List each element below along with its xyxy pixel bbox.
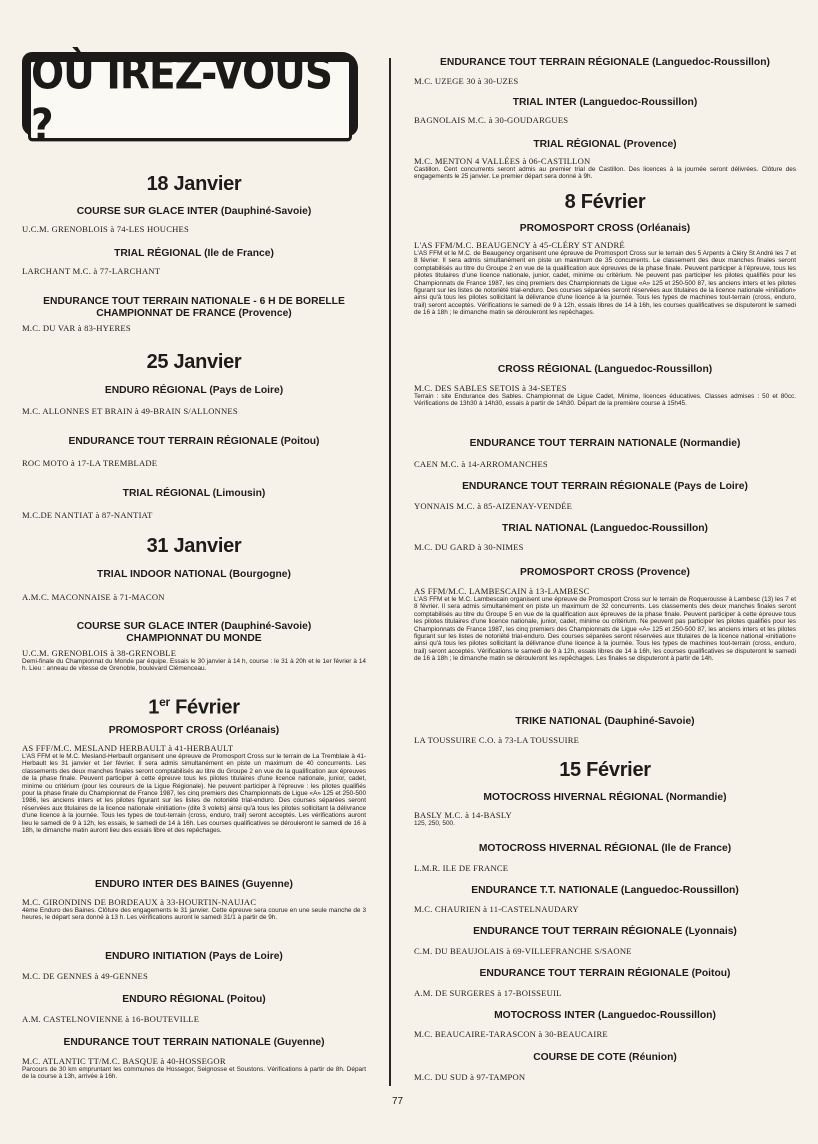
club-text: L.M.R. ILE DE FRANCE (414, 863, 509, 873)
club-text: U.C.M. GRENOBLOIS à 74-LES HOUCHES (22, 224, 189, 234)
event (22, 206, 366, 218)
club-text: M.C. BEAUCAIRE-TARASCON à 30-BEAUCAIRE (414, 1029, 608, 1039)
event-title: ENDURANCE TOUT TERRAIN RÉGIONALE (Poitou) (479, 968, 731, 979)
event-title: ENDURANCE TOUT TERRAIN RÉGIONALE (Pays de Loire) (462, 481, 748, 492)
event-title: MOTOCROSS HIVERNAL RÉGIONAL (Ile de France) (478, 843, 732, 854)
event-title: COURSE SUR GLACE INTER (Dauphiné-Savoie) (76, 621, 312, 632)
event-title: CROSS RÉGIONAL (Languedoc-Roussillon) (497, 364, 713, 375)
club-text: M.C. DES SABLES SETOIS à 34-SETES (414, 383, 567, 393)
event-title: ENDURO INTER DES BAINES (Guyenne) (95, 879, 293, 890)
event-title: ENDURANCE TOUT TERRAIN RÉGIONALE (Poitou) (68, 436, 320, 447)
event-title: TRIAL RÉGIONAL (Limousin) (122, 488, 266, 499)
club-text: M.C. GIRONDINS DE BORDEAUX à 33-HOURTIN-NAUJAC (22, 897, 257, 907)
event-description: 4ème Enduro des Baines. Clôture des engagements le 31 janvier. Cette épreuve sera courue en une seule manche de 3 heures, le départ sera donné à 13 h. Les vérifications auront le samedi 31/1 à partir de 9h. (22, 907, 366, 922)
date-text: 18 Janvier (146, 173, 242, 195)
event-title: ENDURANCE TOUT TERRAIN NATIONALE - 6 H DE BORELLE (43, 296, 345, 307)
club-text: M.C. DE GENNES à 49-GENNES (22, 971, 148, 981)
event-title: ENDURANCE TOUT TERRAIN NATIONALE (Guyenne) (63, 1037, 325, 1048)
event-description: Terrain : site Endurance des Sables. Championnat de Ligue Cadet, Minime, licences éducatives. Classes admises : 50 et 80cc. Vérifications de 13h30 à 14h30, essais à partir de 14h30. Départ de la première course à 15h45. (414, 393, 796, 408)
club-text: M.C. DU VAR à 83-HYERES (22, 323, 131, 333)
club-text: LA TOUSSUIRE C.O. à 73-LA TOUSSUIRE (414, 735, 580, 745)
date-heading (22, 172, 366, 196)
event-title: ENDURANCE TOUT TERRAIN RÉGIONALE (Lyonnais) (473, 926, 737, 937)
club-text: M.C.DE NANTIAT à 87-NANTIAT (22, 510, 153, 520)
event-title-line2: CHAMPIONNAT DU MONDE (126, 633, 262, 644)
event-title: TRIAL NATIONAL (Languedoc-Roussillon) (502, 523, 708, 534)
club-text: M.C. DU GARD à 30-NIMES (414, 542, 524, 552)
event-title: TRIAL INDOOR NATIONAL (Bourgogne) (97, 569, 291, 580)
event-title: PROMOSPORT CROSS (Provence) (520, 567, 690, 578)
column-divider (389, 58, 391, 1086)
event-title: TRIAL INTER (Languedoc-Roussillon) (512, 97, 698, 108)
club-text: C.M. DU BEAUJOLAIS à 69-VILLEFRANCHE S/SAONE (414, 946, 632, 956)
event-title: ENDURANCE TOUT TERRAIN NATIONALE (Normandie) (469, 438, 741, 449)
club-text: LARCHANT M.C. à 77-LARCHANT (22, 266, 161, 276)
club-text: BAGNOLAIS M.C. à 30-GOUDARGUES (414, 115, 569, 125)
event-title: ENDURO INITIATION (Pays de Loire) (105, 951, 283, 962)
event-title: MOTOCROSS HIVERNAL RÉGIONAL (Normandie) (483, 792, 727, 803)
event-title: ENDURO RÉGIONAL (Poitou) (122, 994, 266, 1005)
event-description: L'AS FFM et le M.C. de Beaugency organisent une épreuve de Promosport Cross sur le terrain des 5 Arpents à Cléry St André les 7 et 8 février. Il sera admis simultanément en piste un maximum de 35 concurrents. Le classement des deux manches finales seront comptabilisés au titre du Groupe 2 en vue de la qualification aux épreuves de la phase finale. Peuvent participer à l'épreuve, tous les pilotes titulaires d'une licence nationale, junior, cadet, minime ou critérium. Ne peuvent pas participer les pilotes qualifiés pour les Championnats de France 1987, les cinq premiers des Championnats de Ligue «A» 125 et 250-500 87, les anciens inters et les pilotes figurant sur les listes de notoriété trial-enduro. Des courses séparées seront réservées aux titulaires de la licence nationale «initiation» ainsi qu'à tous les pilotes sollicitant la délivrance d'une licence à la journée. Tous les types de machines tout-terrain (cross, enduro, trail) seront acceptés. Vérifications le samedi de 9 à 12h, essais libres de 14 à 16h, les courses qualificatives se disputeront le samedi de 16 à 18h ; le dimanche matin se dérouleront les repêchages. (414, 250, 796, 317)
event-description: Castillon. Cent concurrents seront admis au premier trial de Castillon. Des licences à la journée seront délivrées. Clôture des engagements le 25 janvier. Le premier départ sera donné à 9h. (414, 166, 796, 181)
event-title: COURSE DE COTE (Réunion) (533, 1052, 677, 1063)
club-text: CAEN M.C. à 14-ARROMANCHES (414, 459, 548, 469)
event-description: 125, 250, 500. (414, 820, 455, 827)
date-heading: 31 Janvier (146, 535, 242, 557)
event-title: ENDURO RÉGIONAL (Pays de Loire) (104, 385, 284, 396)
club-text: L'AS FFM/M.C. BEAUGENCY à 45-CLÉRY ST ANDRÉ (414, 240, 625, 250)
banner-title: OÙ IREZ-VOUS ? (28, 59, 352, 142)
event-title: MOTOCROSS INTER (Languedoc-Roussillon) (494, 1010, 716, 1021)
event-title: PROMOSPORT CROSS (Orléanais) (108, 725, 280, 736)
event-title: PROMOSPORT CROSS (Orléanais) (519, 223, 691, 234)
club-text: ROC MOTO à 17-LA TREMBLADE (22, 458, 158, 468)
event-title: TRIKE NATIONAL (Dauphiné-Savoie) (515, 716, 695, 727)
club-text: M.C. MENTON 4 VALLÉES à 06-CASTILLON (414, 156, 591, 166)
event-title: TRIAL RÉGIONAL (Ile de France) (114, 248, 274, 259)
club-text: AS FFM/M.C. LAMBESCAIN à 13-LAMBESC (414, 586, 590, 596)
event-club (22, 224, 366, 234)
club-text: AS FFF/M.C. MESLAND HERBAULT à 41-HERBAULT (22, 743, 234, 753)
date-heading: 8 Février (564, 191, 646, 213)
club-text: M.C. CHAURIEN à 11-CASTELNAUDARY (414, 904, 579, 914)
date-heading: 25 Janvier (146, 351, 242, 373)
club-text: U.C.M. GRENOBLOIS à 38-GRENOBLE (22, 648, 177, 658)
club-text: A.M.C. MACONNAISE à 71-MACON (22, 592, 165, 602)
event-title-line2: CHAMPIONNAT DE FRANCE (Provence) (96, 308, 292, 319)
club-text: YONNAIS M.C. à 85-AIZENAY-VENDÉE (414, 501, 573, 511)
event-description: Parcours de 30 km empruntant les communes de Hossegor, Seignosse et Soustons. Vérifications à partir de 8h. Départ de la course à 13h, arrivée à 16h. (22, 1066, 366, 1081)
club-text: M.C. DU SUD à 97-TAMPON (414, 1072, 526, 1082)
club-text: M.C. ALLONNES ET BRAIN à 49-BRAIN S/ALLONNES (22, 406, 238, 416)
club-text: M.C. ATLANTIC TT/M.C. BASQUE à 40-HOSSEGOR (22, 1056, 226, 1066)
event-title: COURSE SUR GLACE INTER (Dauphiné-Savoie) (76, 206, 312, 217)
event-title: TRIAL RÉGIONAL (Provence) (533, 139, 677, 150)
event-description: Demi-finale du Championnat du Monde par équipe. Essais le 30 janvier à 14 h, course : le 31 à 20h et le 1er février à 14 h. Lieu : anneau de vitesse de Grenoble, boulevard Clémenceau. (22, 658, 366, 673)
event-title: ENDURANCE TOUT TERRAIN RÉGIONALE (Languedoc-Roussillon) (440, 57, 770, 68)
date-heading: 15 Février (559, 759, 651, 781)
page-number: 77 (392, 1096, 404, 1107)
event-title: ENDURANCE T.T. NATIONALE (Languedoc-Roussillon) (471, 885, 739, 896)
club-text: M.C. UZEGE 30 à 30-UZES (414, 76, 519, 86)
club-text: A.M. CASTELNOVIENNE à 16-BOUTEVILLE (22, 1014, 200, 1024)
event-description: L'AS FFM et le M.C. Mesland-Herbault organisent une épreuve de Promosport Cross sur le terrain de La Tremblaie à 41-Herbault les 31 janvier et 1er février. Il sera admis simultanément en piste un maximum de 40 concurrents. Les classements des deux manches finales seront comptabilisés au titre du Groupe 2 en vue de la qualification aux épreuves de la phase finale. Peuvent participer à cette épreuve tous les pilotes titulaires d'une licence nationale, junior, cadet, minime ou critérium (pour les coureurs de la Ligue Régionale). Ne peuvent participer à l'épreuve : les pilotes qualifiés pour la phase finale du Championnat de France 1987, les cinq premiers des Championnats de Ligue «A» 125 et 250-500 1986, les anciens inters et les pilotes figurant sur les listes de notoriété trial-enduro. Des courses séparées seront réservées aux titulaires de la licence nationale «initiation» (dite 3 volets) ainsi qu'à tous les pilotes sollicitant la délivrance d'une licence à la journée. Tous les types de tout-terrain (cross, enduro, trail) seront acceptés. Les vérifications auront lieu le samedi de 9 à 12h, les essais, le samedi de 14 à 16h. Les courses qualificatives se dérouleront le samedi de 16 à 18h, le dimanche matin auront lieu des essais libre et des repêchages. (22, 753, 366, 835)
banner (22, 48, 358, 152)
date-heading: 1er Février (148, 695, 240, 719)
club-text: BASLY M.C. à 14-BASLY (414, 810, 512, 820)
event-description: L'AS FFM et le M.C. Lambescain organisent une épreuve de Promosport Cross sur le terrain de Roquerousse à Lambesc (13) les 7 et 8 février. Il sera admis simultanément en piste un maximum de 32 concurrents. Les classements des deux manches finales seront comptabilisés au titre du Groupe 5 en vue de la qualification aux épreuves de la phase finale. Peuvent participer à cette épreuve tous les pilotes titulaires d'une licence nationale, junior, cadet, minime ou critérium. Ne peuvent pas participer les pilotes qualifiés pour les Championnats de France 1987, les cinq premiers des Championnats de Ligue «A» 125 et 250-500 87, les anciens inters et les pilotes figurant sur les listes de notoriété trial-enduro. Des courses séparées seront réservées aux titulaires de la licence national «initiation» ainsi qu'à tous les pilotes sollicitant la délivrance d'une licence à la journée. Tous les types de machines tout-terrain (cross, enduro, trail) seront acceptés. Vérifications le samedi de 9 à 12h, essais libres de 14 à 16h, les courses qualificatives se disputeront le samedi de 16 à 18h ; le dimanche matin se dérouleront les repêchages. Les finales se disputeront à partir de 14h. (414, 596, 796, 663)
club-text: A.M. DE SURGERES à 17-BOISSEUIL (414, 988, 562, 998)
